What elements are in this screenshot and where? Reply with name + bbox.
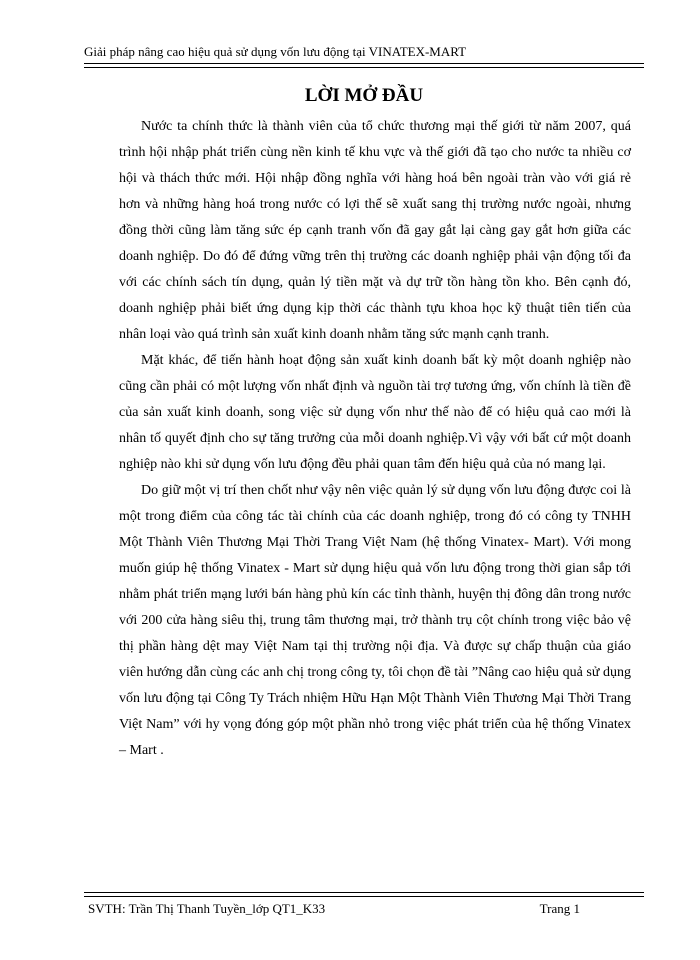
page-number: Trang 1 xyxy=(539,901,580,916)
header-divider xyxy=(84,63,644,68)
footer-author: SVTH: Trần Thị Thanh Tuyền_lớp QT1_K33 xyxy=(88,901,326,916)
document-body xyxy=(119,114,631,764)
paragraph-1: Nước ta chính thức là thành viên của tổ chức thương mại thế giới từ năm 2007, quá trình hội nhập phát triển cùng nền kinh tế khu vực và thế giới đã tạo cho nước ta nhiều cơ hội và thách thức mới. Hội nhập đồng nghĩa với hàng hoá bên ngoài tràn vào với giá rẻ hơn và những hàng hoá trong nước có lợi thế sẽ xuất sang thị trường nước ngoài, nhưng đồng thời cũng làm tăng sức ép cạnh tranh vốn đã gay gắt lại càng gay gắt hơn giữa các doanh nghiệp. Do đó để đứng vững trên thị trường các doanh nghiệp phải vận động tối đa với các chính sách tín dụng, quản lý tiền mặt và dự trữ tồn hàng tồn kho. Bên cạnh đó, doanh nghiệp phải biết ứng dụng kịp thời các thành tựu khoa học kỹ thuật tiên tiến của nhân loại vào quá trình sản xuất kinh doanh nhằm tăng sức mạnh cạnh tranh. xyxy=(119,119,631,342)
paragraph-2: Mặt khác, để tiến hành hoạt động sản xuất kinh doanh bất kỳ một doanh nghiệp nào cũng cần phải có một lượng vốn nhất định và nguồn tài trợ tương ứng, vốn chính là tiền đề của sản xuất kinh doanh, song việc sử dụng vốn như thế nào để có hiệu quả cao mới là nhân tố quyết định cho sự tăng trưởng của mỗi doanh nghiệp.Vì vậy với bất cứ một doanh nghiệp nào khi sử dụng vốn lưu động đều phải quan tâm đến hiệu quả của nó mang lại. xyxy=(119,353,631,472)
page-title: LỜI MỞ ĐẦU xyxy=(304,85,424,106)
page-header: Giải pháp nâng cao hiệu quả sử dụng vốn lưu động tại VINATEX-MART xyxy=(84,44,467,59)
paragraph-3: Do giữ một vị trí then chốt như vậy nên việc quản lý sử dụng vốn lưu động được coi là một trong điểm của công tác tài chính của các doanh nghiệp, trong đó có công ty TNHH Một Thành Viên Thương Mại Thời Trang Việt Nam (hệ thống Vinatex- Mart). Với mong muốn giúp hệ thống Vinatex - Mart sử dụng hiệu quả vốn lưu động trong thời gian sắp tới nhằm phát triển mạng lưới bán hàng phủ kín các tỉnh thành, huyện thị đông dân trong nước với 200 cửa hàng siêu thị, trung tâm thương mại, trở thành trụ cột chính trong việc bảo vệ thị phần hàng dệt may Việt Nam tại thị trường nội địa. Và được sự chấp thuận của giáo viên hướng dẫn cùng các anh chị trong công ty, tôi chọn đề tài ”Nâng cao hiệu quả sử dụng vốn lưu động tại Công Ty Trách nhiệm Hữu Hạn Một Thành Viên Thương Mại Thời Trang Việt Nam” với hy vọng đóng góp một phần nhỏ trong việc phát triển của hệ thống Vinatex – Mart . xyxy=(119,483,631,758)
footer-divider xyxy=(84,892,644,897)
